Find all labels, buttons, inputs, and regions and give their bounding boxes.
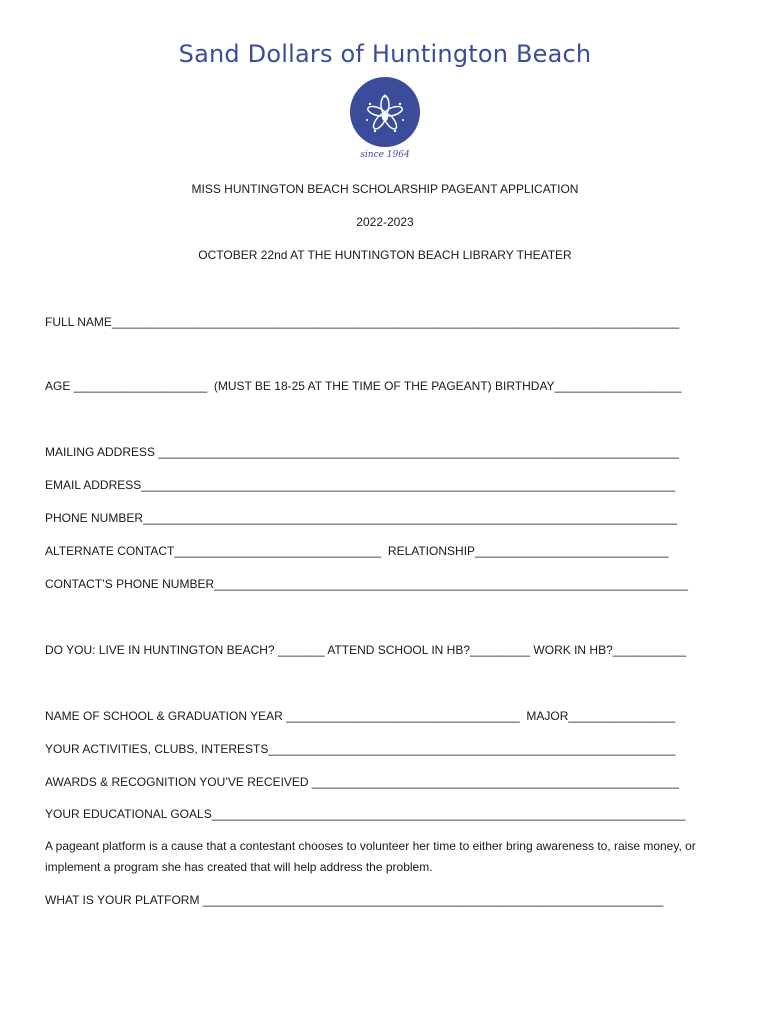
school-major-field[interactable]: NAME OF SCHOOL & GRADUATION YEAR ___________________________________ MAJOR________________ — [45, 709, 676, 723]
mailing-address-field[interactable]: MAILING ADDRESS ______________________________________________________________________________ — [45, 445, 679, 459]
awards-field[interactable]: AWARDS & RECOGNITION YOU’VE RECEIVED _______________________________________________________ — [45, 775, 679, 789]
event-venue: OCTOBER 22nd AT THE HUNTINGTON BEACH LIBRARY THEATER — [198, 248, 572, 262]
age-birthday-field[interactable]: AGE ____________________ (MUST BE 18-25 AT THE TIME OF THE PAGEANT) BIRTHDAY___________________ — [45, 379, 682, 393]
sand-dollar-icon — [349, 76, 421, 148]
org-name: Sand Dollars of Huntington Beach — [178, 40, 592, 68]
email-address-field[interactable]: EMAIL ADDRESS________________________________________________________________________________ — [45, 478, 676, 492]
contact-phone-field[interactable]: CONTACT’S PHONE NUMBER_______________________________________________________________________ — [45, 577, 688, 591]
residence-field[interactable]: DO YOU: LIVE IN HUNTINGTON BEACH? _______ ATTEND SCHOOL IN HB?_________ WORK IN HB?___________ — [45, 643, 687, 657]
alternate-contact-field[interactable]: ALTERNATE CONTACT_______________________________ RELATIONSHIP_____________________________ — [45, 544, 669, 558]
since-label: since 1964 — [360, 150, 410, 160]
activities-field[interactable]: YOUR ACTIVITIES, CLUBS, INTERESTS_____________________________________________________________ — [45, 742, 676, 756]
form-title: MISS HUNTINGTON BEACH SCHOLARSHIP PAGEANT APPLICATION — [191, 182, 579, 196]
form-year: 2022-2023 — [356, 215, 414, 229]
phone-number-field[interactable]: PHONE NUMBER________________________________________________________________________________ — [45, 511, 677, 525]
platform-description: A pageant platform is a cause that a contestant chooses to volunteer her time to either bring awareness to, raise money, or implement a program she has created that will help address the problem. — [45, 839, 696, 874]
educational-goals-field[interactable]: YOUR EDUCATIONAL GOALS_______________________________________________________________________ — [45, 807, 686, 821]
platform-field[interactable]: WHAT IS YOUR PLATFORM _____________________________________________________________________ — [45, 893, 664, 907]
full-name-field[interactable]: FULL NAME_____________________________________________________________________________________ — [45, 315, 680, 329]
